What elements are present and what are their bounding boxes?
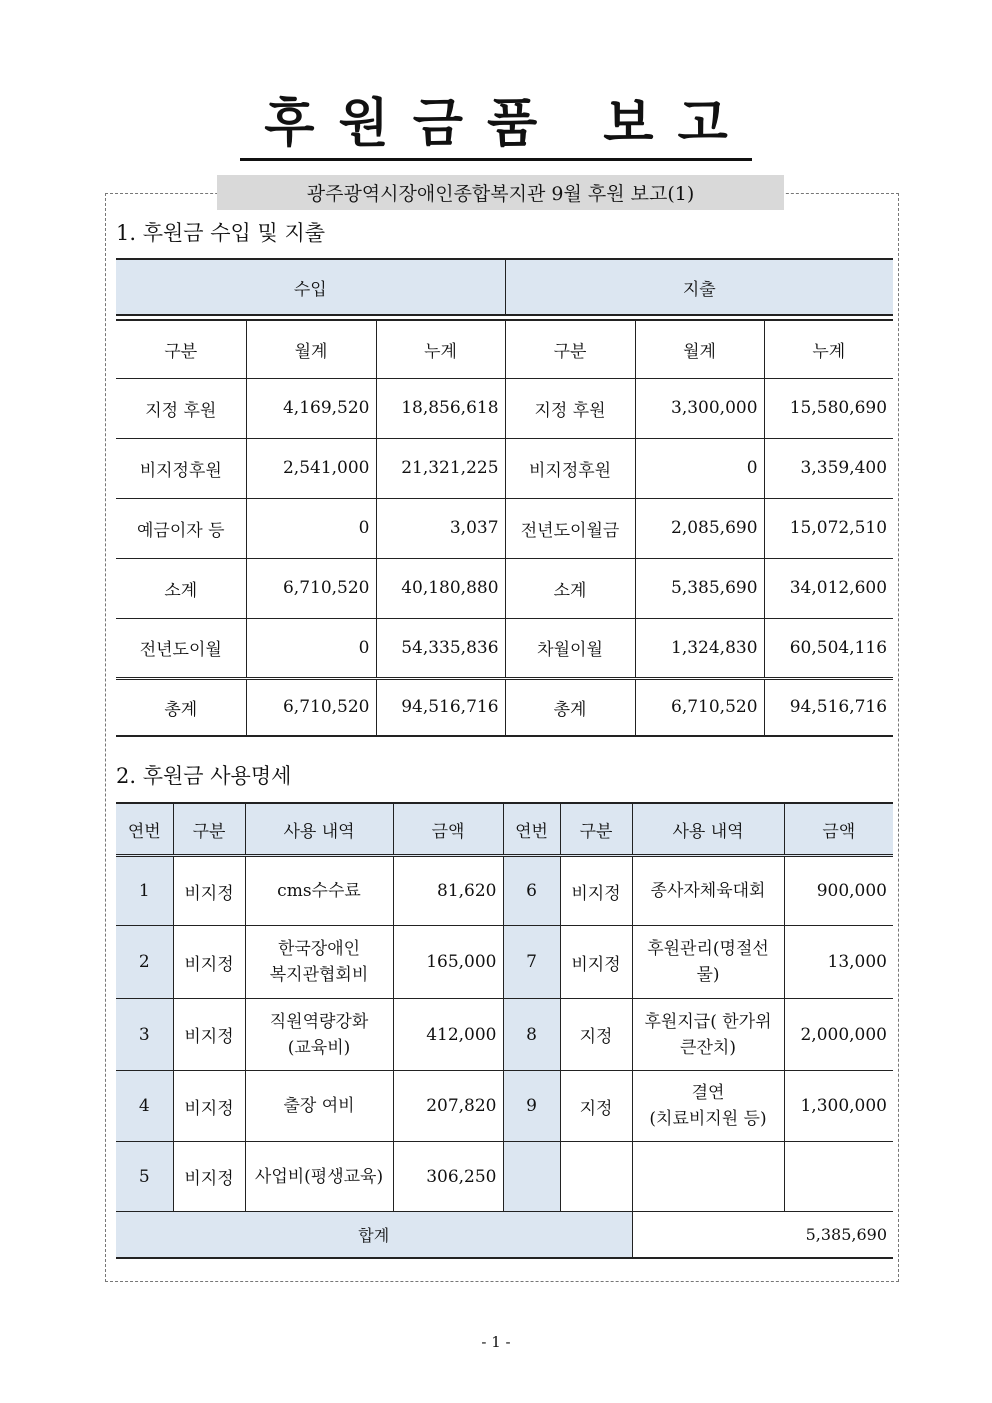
- table-cell: 4,169,520: [246, 378, 376, 438]
- table-row: [116, 999, 893, 1071]
- table-row: [116, 618, 893, 678]
- table-cell: 21,321,225: [376, 438, 505, 498]
- table-cell: 94,516,716: [376, 678, 505, 736]
- table-cell: 5,385,690: [635, 558, 764, 618]
- table-cell: 비지정: [173, 1071, 245, 1142]
- table-row: [116, 1142, 893, 1212]
- table-cell: 13,000: [784, 926, 893, 999]
- col-header: 금액: [784, 803, 893, 856]
- col-header: 월계: [246, 320, 376, 378]
- table-cell: 종사자체육대회: [632, 856, 784, 926]
- table-cell: 소계: [505, 558, 635, 618]
- table-cell: 0: [246, 498, 376, 558]
- table-cell: 비지정후원: [505, 438, 635, 498]
- table-cell: 비지정: [560, 926, 632, 999]
- row-number: 3: [116, 999, 173, 1071]
- col-header: 구분: [560, 803, 632, 856]
- table-cell: [632, 1142, 784, 1212]
- table-cell: 한국장애인 복지관협회비: [245, 926, 393, 999]
- table-row: [116, 926, 893, 999]
- table-cell: 전년도이월: [116, 618, 246, 678]
- table-row: [116, 498, 893, 558]
- col-header: 사용 내역: [632, 803, 784, 856]
- expense-header: 지출: [505, 259, 893, 315]
- table-cell: 비지정: [173, 926, 245, 999]
- income-expense-table: [116, 258, 893, 737]
- table-cell: 예금이자 등: [116, 498, 246, 558]
- table-cell: [560, 1142, 632, 1212]
- table-cell: 사업비(평생교육): [245, 1142, 393, 1212]
- row-number: 7: [503, 926, 560, 999]
- table-cell: 비지정: [173, 1142, 245, 1212]
- table-cell: 지정 후원: [505, 378, 635, 438]
- table-cell: 총계: [505, 678, 635, 736]
- col-header: 연번: [116, 803, 173, 856]
- table-cell: 결연 (치료비지원 등): [632, 1071, 784, 1142]
- row-number: 9: [503, 1071, 560, 1142]
- report-subtitle: 광주광역시장애인종합복지관 9월 후원 보고(1): [217, 175, 784, 210]
- table-cell: 2,085,690: [635, 498, 764, 558]
- table-row: [116, 438, 893, 498]
- table-cell: 비지정후원: [116, 438, 246, 498]
- table-cell: 비지정: [173, 856, 245, 926]
- table-cell: 60,504,116: [764, 618, 893, 678]
- col-header: 누계: [764, 320, 893, 378]
- sum-value: 5,385,690: [632, 1212, 893, 1259]
- table-cell: 직원역량강화 (교육비): [245, 999, 393, 1071]
- table-cell: 3,300,000: [635, 378, 764, 438]
- table-cell: 18,856,618: [376, 378, 505, 438]
- col-header: 금액: [393, 803, 503, 856]
- row-number: 8: [503, 999, 560, 1071]
- col-header: 사용 내역: [245, 803, 393, 856]
- table-cell: cms수수료: [245, 856, 393, 926]
- col-header: 구분: [173, 803, 245, 856]
- table-cell: 전년도이월금: [505, 498, 635, 558]
- table-cell: 306,250: [393, 1142, 503, 1212]
- table-cell: 54,335,836: [376, 618, 505, 678]
- table-cell: 81,620: [393, 856, 503, 926]
- table-cell: 6,710,520: [246, 678, 376, 736]
- table-row: [116, 558, 893, 618]
- table-cell: 40,180,880: [376, 558, 505, 618]
- col-header: 누계: [376, 320, 505, 378]
- table-cell: [784, 1142, 893, 1212]
- row-number: 6: [503, 856, 560, 926]
- section-income-expense-heading: 1. 후원금 수입 및 지출: [116, 221, 326, 245]
- total-row: [116, 678, 893, 736]
- table-cell: 0: [246, 618, 376, 678]
- col-header: 월계: [635, 320, 764, 378]
- table-cell: 165,000: [393, 926, 503, 999]
- table-cell: 34,012,600: [764, 558, 893, 618]
- table-cell: 3,037: [376, 498, 505, 558]
- col-header: 연번: [503, 803, 560, 856]
- income-expense-column-headers: [116, 320, 893, 378]
- table-cell: 1,300,000: [784, 1071, 893, 1142]
- table-cell: 207,820: [393, 1071, 503, 1142]
- table-cell: 비지정: [560, 856, 632, 926]
- section-usage-heading: 2. 후원금 사용명세: [116, 764, 292, 788]
- usage-column-headers: [116, 803, 893, 856]
- table-cell: 900,000: [784, 856, 893, 926]
- table-cell: 소계: [116, 558, 246, 618]
- table-cell: 412,000: [393, 999, 503, 1071]
- table-cell: 3,359,400: [764, 438, 893, 498]
- row-number: 5: [116, 1142, 173, 1212]
- table-row: [116, 378, 893, 438]
- row-number: [503, 1142, 560, 1212]
- table-cell: 지정: [560, 1071, 632, 1142]
- table-row: [116, 856, 893, 926]
- table-cell: 94,516,716: [764, 678, 893, 736]
- table-cell: 지정 후원: [116, 378, 246, 438]
- usage-table: [116, 802, 893, 1259]
- row-number: 2: [116, 926, 173, 999]
- table-cell: 차월이월: [505, 618, 635, 678]
- document-title: 후원금품 보고: [0, 92, 992, 161]
- table-cell: 15,072,510: [764, 498, 893, 558]
- table-cell: 총계: [116, 678, 246, 736]
- row-number: 4: [116, 1071, 173, 1142]
- page-number: - 1 -: [481, 1333, 511, 1351]
- table-cell: 6,710,520: [246, 558, 376, 618]
- table-cell: 6,710,520: [635, 678, 764, 736]
- table-row: [116, 1071, 893, 1142]
- table-cell: 후원지급( 한가위 큰잔치): [632, 999, 784, 1071]
- table-cell: 1,324,830: [635, 618, 764, 678]
- table-cell: 비지정: [173, 999, 245, 1071]
- table-cell: 2,541,000: [246, 438, 376, 498]
- table-cell: 15,580,690: [764, 378, 893, 438]
- sum-label: 합계: [116, 1212, 632, 1259]
- table-cell: 후원관리(명절선물): [632, 926, 784, 999]
- table-cell: 2,000,000: [784, 999, 893, 1071]
- sum-row: [116, 1212, 893, 1259]
- table-cell: 0: [635, 438, 764, 498]
- table-cell: 지정: [560, 999, 632, 1071]
- col-header: 구분: [505, 320, 635, 378]
- col-header: 구분: [116, 320, 246, 378]
- income-header: 수입: [116, 259, 505, 315]
- table-cell: 출장 여비: [245, 1071, 393, 1142]
- row-number: 1: [116, 856, 173, 926]
